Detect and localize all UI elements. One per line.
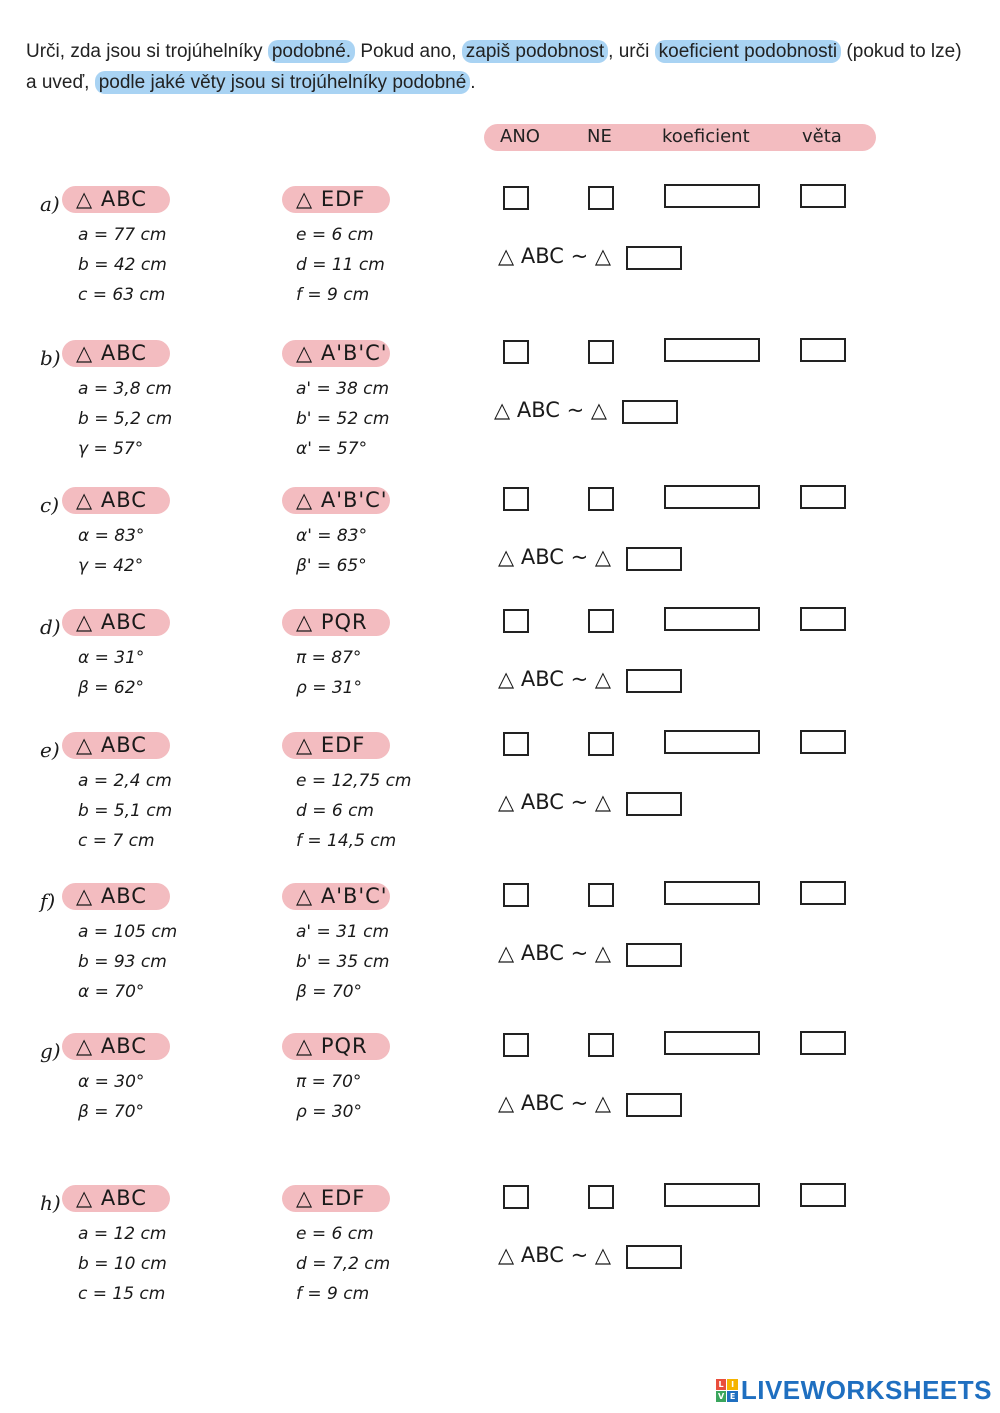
- left-triangle-title: △ ABC: [62, 732, 170, 759]
- similarity-statement: △ ABC ~ △: [498, 545, 611, 569]
- logo-icon: L I V E: [716, 1379, 738, 1401]
- theorem-input[interactable]: [800, 607, 846, 631]
- instr-text-1: Urči, zda jsou si trojúhelníky: [26, 41, 268, 62]
- left-triangle-title: △ ABC: [62, 487, 170, 514]
- coefficient-input[interactable]: [664, 1031, 760, 1055]
- given-value: f = 9 cm: [296, 285, 370, 305]
- given-value: α = 83°: [78, 526, 145, 546]
- instr-highlight-theorem: podle jaké věty jsou si trojúhelníky podobné: [95, 71, 471, 94]
- similarity-triangle-input[interactable]: [626, 547, 682, 571]
- given-value: e = 12,75 cm: [296, 771, 412, 791]
- exercise-letter: b): [40, 346, 61, 370]
- ne-checkbox[interactable]: [588, 609, 614, 633]
- exercise-letter: f): [40, 889, 56, 913]
- ano-checkbox[interactable]: [503, 1185, 529, 1209]
- theorem-input[interactable]: [800, 730, 846, 754]
- similarity-statement: △ ABC ~ △: [498, 244, 611, 268]
- given-value: d = 11 cm: [296, 255, 385, 275]
- ano-checkbox[interactable]: [503, 609, 529, 633]
- ano-checkbox[interactable]: [503, 1033, 529, 1057]
- similarity-triangle-input[interactable]: [626, 792, 682, 816]
- left-triangle-values: [78, 1067, 144, 1127]
- given-value: β = 70°: [296, 982, 363, 1002]
- right-triangle-values: [296, 521, 367, 581]
- given-value: a = 77 cm: [78, 225, 167, 245]
- right-triangle-title: △ A'B'C': [282, 340, 390, 367]
- given-value: α = 70°: [78, 982, 145, 1002]
- given-value: β = 62°: [78, 678, 145, 698]
- header-ano: ANO: [500, 126, 540, 147]
- header-ne: NE: [587, 126, 612, 147]
- coefficient-input[interactable]: [664, 485, 760, 509]
- similarity-triangle-input[interactable]: [622, 400, 678, 424]
- instr-text-2: Pokud ano,: [355, 41, 462, 62]
- left-triangle-title: △ ABC: [62, 609, 170, 636]
- given-value: f = 14,5 cm: [296, 831, 397, 851]
- ne-checkbox[interactable]: [588, 1033, 614, 1057]
- given-value: b = 93 cm: [78, 952, 167, 972]
- right-triangle-values: [296, 917, 389, 1007]
- given-value: b' = 52 cm: [296, 409, 390, 429]
- given-value: b = 5,1 cm: [78, 801, 173, 821]
- similarity-statement: △ ABC ~ △: [494, 398, 607, 422]
- given-value: γ = 57°: [78, 439, 144, 459]
- coefficient-input[interactable]: [664, 730, 760, 754]
- given-value: b = 10 cm: [78, 1254, 167, 1274]
- given-value: β' = 65°: [296, 556, 367, 576]
- coefficient-input[interactable]: [664, 338, 760, 362]
- right-triangle-values: [296, 220, 385, 310]
- ne-checkbox[interactable]: [588, 1185, 614, 1209]
- left-triangle-title: △ ABC: [62, 1185, 170, 1212]
- ne-checkbox[interactable]: [588, 340, 614, 364]
- exercise-row: [0, 1185, 1000, 1335]
- instr-highlight-coefficient: koeficient podobnosti: [655, 40, 842, 63]
- instr-text-5: .: [470, 72, 476, 93]
- given-value: f = 9 cm: [296, 1284, 370, 1304]
- liveworksheets-logo: [716, 1375, 992, 1405]
- theorem-input[interactable]: [800, 1031, 846, 1055]
- exercise-letter: c): [40, 493, 60, 517]
- given-value: α = 31°: [78, 648, 145, 668]
- given-value: β = 70°: [78, 1102, 145, 1122]
- left-triangle-values: [78, 220, 167, 310]
- instr-text-4: (pokud to lze) a uveď,: [26, 41, 962, 93]
- given-value: a = 105 cm: [78, 922, 178, 942]
- theorem-input[interactable]: [800, 485, 846, 509]
- exercise-row: [0, 883, 1000, 1033]
- ano-checkbox[interactable]: [503, 340, 529, 364]
- given-value: ρ = 31°: [296, 678, 362, 698]
- ano-checkbox[interactable]: [503, 487, 529, 511]
- right-triangle-title: △ EDF: [282, 732, 390, 759]
- similarity-triangle-input[interactable]: [626, 1245, 682, 1269]
- similarity-statement: △ ABC ~ △: [498, 667, 611, 691]
- left-triangle-title: △ ABC: [62, 1033, 170, 1060]
- right-triangle-values: [296, 766, 412, 856]
- ano-checkbox[interactable]: [503, 883, 529, 907]
- theorem-input[interactable]: [800, 881, 846, 905]
- exercise-row: [0, 732, 1000, 882]
- given-value: e = 6 cm: [296, 1224, 374, 1244]
- instr-text-3: , urči: [608, 41, 655, 62]
- coefficient-input[interactable]: [664, 607, 760, 631]
- right-triangle-title: △ A'B'C': [282, 487, 390, 514]
- given-value: c = 15 cm: [78, 1284, 166, 1304]
- exercise-letter: a): [40, 192, 60, 216]
- given-value: γ = 42°: [78, 556, 144, 576]
- similarity-triangle-input[interactable]: [626, 669, 682, 693]
- given-value: a' = 31 cm: [296, 922, 390, 942]
- ne-checkbox[interactable]: [588, 732, 614, 756]
- given-value: π = 87°: [296, 648, 362, 668]
- ne-checkbox[interactable]: [588, 186, 614, 210]
- header-veta: věta: [802, 126, 842, 147]
- similarity-triangle-input[interactable]: [626, 246, 682, 270]
- left-triangle-title: △ ABC: [62, 340, 170, 367]
- exercise-row: [0, 186, 1000, 336]
- given-value: d = 6 cm: [296, 801, 374, 821]
- coefficient-input[interactable]: [664, 1183, 760, 1207]
- exercise-row: [0, 1033, 1000, 1183]
- given-value: b = 5,2 cm: [78, 409, 173, 429]
- coefficient-input[interactable]: [664, 184, 760, 208]
- given-value: c = 63 cm: [78, 285, 166, 305]
- similarity-statement: △ ABC ~ △: [498, 941, 611, 965]
- instr-highlight-write: zapiš podobnost: [462, 40, 608, 63]
- exercise-letter: g): [40, 1039, 61, 1063]
- right-triangle-title: △ PQR: [282, 609, 390, 636]
- given-value: α' = 83°: [296, 526, 368, 546]
- right-triangle-title: △ A'B'C': [282, 883, 390, 910]
- given-value: α' = 57°: [296, 439, 368, 459]
- left-triangle-title: △ ABC: [62, 186, 170, 213]
- left-triangle-values: [78, 374, 172, 464]
- similarity-statement: △ ABC ~ △: [498, 1243, 611, 1267]
- right-triangle-values: [296, 643, 362, 703]
- brand-text: LIVEWORKSHEETS: [740, 1374, 992, 1405]
- similarity-triangle-input[interactable]: [626, 1093, 682, 1117]
- given-value: d = 7,2 cm: [296, 1254, 391, 1274]
- given-value: a' = 38 cm: [296, 379, 390, 399]
- given-value: a = 12 cm: [78, 1224, 167, 1244]
- ano-checkbox[interactable]: [503, 186, 529, 210]
- right-triangle-title: △ EDF: [282, 186, 390, 213]
- ano-checkbox[interactable]: [503, 732, 529, 756]
- given-value: ρ = 30°: [296, 1102, 362, 1122]
- similarity-statement: △ ABC ~ △: [498, 790, 611, 814]
- given-value: α = 30°: [78, 1072, 145, 1092]
- instructions: [26, 36, 976, 98]
- right-triangle-values: [296, 1067, 362, 1127]
- given-value: b' = 35 cm: [296, 952, 390, 972]
- similarity-statement: △ ABC ~ △: [498, 1091, 611, 1115]
- right-triangle-title: △ PQR: [282, 1033, 390, 1060]
- theorem-input[interactable]: [800, 1183, 846, 1207]
- left-triangle-values: [78, 521, 144, 581]
- left-triangle-values: [78, 917, 177, 1007]
- right-triangle-title: △ EDF: [282, 1185, 390, 1212]
- exercise-letter: e): [40, 738, 60, 762]
- exercise-row: [0, 340, 1000, 490]
- exercise-letter: h): [40, 1191, 61, 1215]
- theorem-input[interactable]: [800, 184, 846, 208]
- right-triangle-values: [296, 374, 389, 464]
- given-value: b = 42 cm: [78, 255, 167, 275]
- given-value: a = 3,8 cm: [78, 379, 172, 399]
- given-value: c = 7 cm: [78, 831, 155, 851]
- left-triangle-values: [78, 766, 172, 856]
- header-koeficient: koeficient: [662, 126, 750, 147]
- theorem-input[interactable]: [800, 338, 846, 362]
- given-value: π = 70°: [296, 1072, 362, 1092]
- left-triangle-values: [78, 1219, 167, 1309]
- left-triangle-title: △ ABC: [62, 883, 170, 910]
- right-triangle-values: [296, 1219, 390, 1309]
- instr-highlight-similar: podobné.: [268, 40, 355, 63]
- given-value: a = 2,4 cm: [78, 771, 172, 791]
- ne-checkbox[interactable]: [588, 487, 614, 511]
- coefficient-input[interactable]: [664, 881, 760, 905]
- ne-checkbox[interactable]: [588, 883, 614, 907]
- similarity-triangle-input[interactable]: [626, 943, 682, 967]
- left-triangle-values: [78, 643, 144, 703]
- exercise-letter: d): [40, 615, 61, 639]
- given-value: e = 6 cm: [296, 225, 374, 245]
